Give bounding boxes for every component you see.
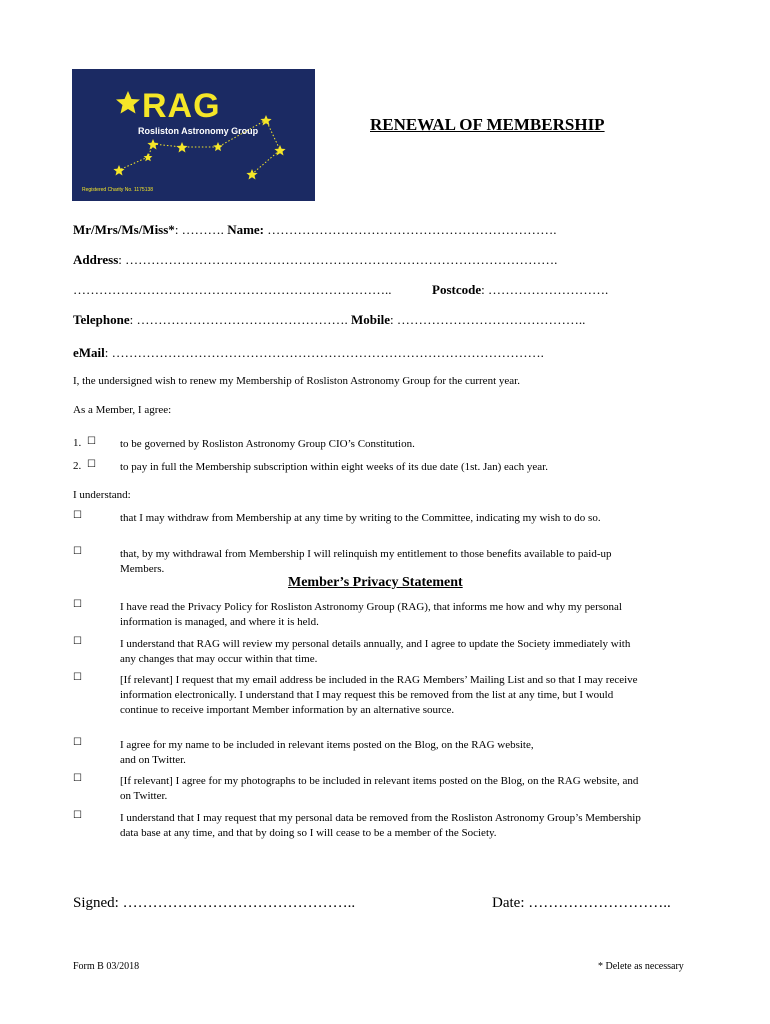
privacy-item-3-checkbox[interactable]: ☐ [73,672,82,683]
agree-item-1-number: 1. [73,437,82,449]
logo-star [246,169,257,180]
name-label: Name: [227,222,265,237]
privacy-item-1-checkbox[interactable]: ☐ [73,599,82,610]
email-dots: : ………………………………………………………………………………………. [104,345,544,360]
logo-star [213,142,223,151]
privacy-item-1-text: I have read the Privacy Policy for Rosliston Astronomy Group (RAG), that informs me how and why my personal information is managed, and where it is held. [120,601,622,628]
agree-item-2-checkbox[interactable]: ☐ [87,459,96,470]
title-label: Mr/Mrs/Ms/Miss* [73,222,175,237]
postcode-label: Postcode [432,282,482,297]
understand-item-2-checkbox[interactable]: ☐ [73,546,82,557]
signed-field[interactable]: Signed: ……………………………………….. [73,895,356,911]
postcode-field[interactable] [432,282,608,298]
privacy-item-5-checkbox[interactable]: ☐ [73,773,82,784]
page-title: RENEWAL OF MEMBERSHIP [370,115,605,134]
title-dots: : ………. [174,222,228,237]
email-label: eMail [73,345,105,360]
privacy-item-3-text: [If relevant] I request that my email address be included in the RAG Members’ Mailing List and so that I may receive information electronically. I understand that I may request this be removed from the list at any time, but I would continue to receive important Member information by an alternative source. [120,674,638,716]
understand-heading: I understand: [73,489,131,501]
footnote: * Delete as necessary [598,961,684,972]
telephone-field[interactable] [73,312,585,328]
privacy-item-5-text: [If relevant] I agree for my photographs to be included in relevant items posted on the Blog, on the RAG website, and on Twitter. [120,775,639,802]
telephone-label: Telephone [73,312,130,327]
logo-star-large [116,91,140,114]
privacy-item-2-checkbox[interactable]: ☐ [73,636,82,647]
logo-big-text: RAG [142,87,221,125]
intro-text: I, the undersigned wish to renew my Membership of Rosliston Astronomy Group for the current year. [73,375,520,387]
understand-item-1-checkbox[interactable]: ☐ [73,510,82,521]
address-dots: : ………………………………………………………………………………………. [118,252,558,267]
understand-item-2-text: that, by my withdrawal from Membership I will relinquish my entitlement to those benefits available to paid-up Members. [120,548,612,575]
date-field[interactable]: Date: ……………………….. [492,895,671,911]
rag-logo [72,69,315,201]
form-reference: Form B 03/2018 [73,961,140,972]
name-dots: …………………………………………………………. [264,222,557,237]
privacy-item-4-checkbox[interactable]: ☐ [73,737,82,748]
email-field[interactable] [73,345,544,361]
privacy-item-6-text: I understand that I may request that my personal data be removed from the Rosliston Astronomy Group’s Membership data base at any time, and that by doing so I will cease to be a member of the Society. [120,812,641,839]
agree-heading: As a Member, I agree: [73,404,172,416]
logo-charity-number: Registered Charity No. 1175138 [82,187,154,193]
logo-star [144,153,153,161]
agree-item-2-text: to pay in full the Membership subscription within eight weeks of its due date (1st. Jan) each year. [120,461,548,473]
mobile-dots: : …………………………………….. [389,312,586,327]
privacy-heading: Member’s Privacy Statement [288,575,463,590]
postcode-dots: : ………………………. [481,282,609,297]
logo-group-name: Rosliston Astronomy Group [138,126,259,136]
name-line[interactable] [73,222,557,238]
privacy-item-4-text: I agree for my name to be included in relevant items posted on the Blog, on the RAG website, and on Twitter. [120,739,534,766]
mobile-label: Mobile [350,312,390,327]
address2-dots: ……………………………………………………………….. [73,282,392,297]
logo-star [113,165,124,176]
privacy-item-2-text: I understand that RAG will review my personal details annually, and I agree to update the Society immediately with any changes that may occur within that time. [120,638,631,665]
agree-item-1-checkbox[interactable]: ☐ [87,436,96,447]
agree-item-1-text: to be governed by Rosliston Astronomy Group CIO’s Constitution. [120,438,415,450]
agree-item-2-number: 2. [73,460,82,472]
address-line[interactable] [73,252,557,268]
privacy-item-6-checkbox[interactable]: ☐ [73,810,82,821]
telephone-dots: : …………………………………………. [129,312,351,327]
understand-item-1-text: that I may withdraw from Membership at any time by writing to the Committee, indicating my wish to do so. [120,512,601,524]
address-line-2[interactable] [73,282,392,298]
address-label: Address [73,252,119,267]
